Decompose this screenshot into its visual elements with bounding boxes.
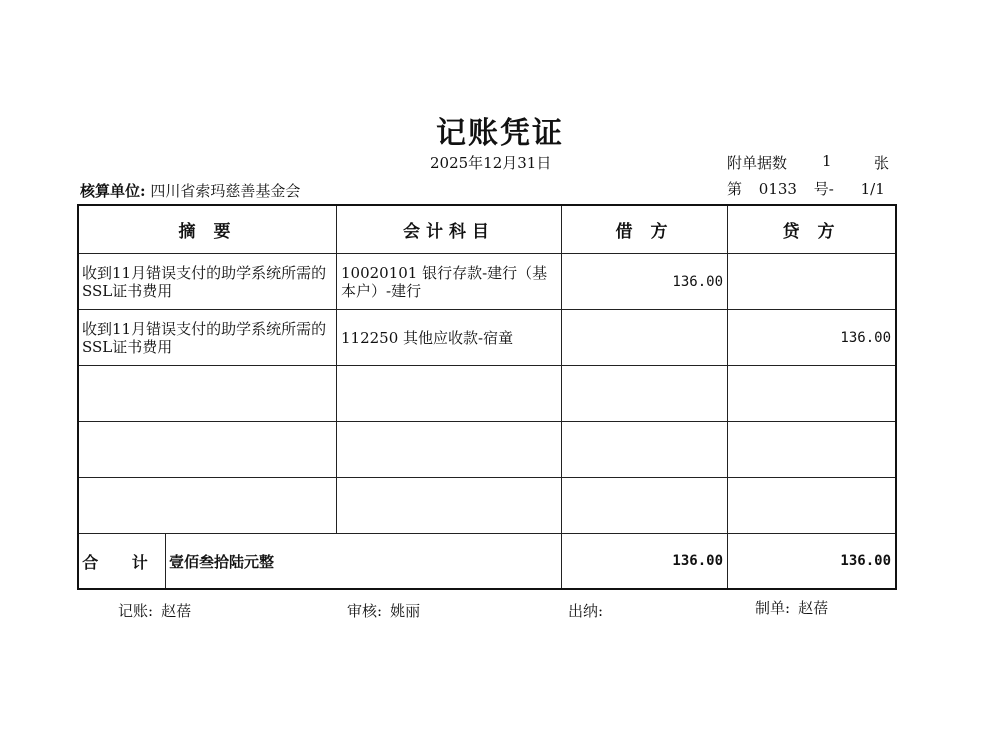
entry-debit: 136.00 xyxy=(562,254,728,310)
total-cell xyxy=(78,534,562,590)
entry-debit xyxy=(562,366,728,422)
voucher-number-value: 0133 xyxy=(758,180,797,198)
entry-account: 112250 其他应收款-宿童 xyxy=(337,310,562,366)
signature-preparer xyxy=(755,597,828,618)
attachments-count: 1 xyxy=(822,152,832,170)
total-row xyxy=(78,534,896,590)
entry-account xyxy=(337,366,562,422)
entry-account xyxy=(337,478,562,534)
entry-debit xyxy=(562,478,728,534)
attachments-label: 附单据数 xyxy=(727,154,788,172)
signature-cashier xyxy=(568,600,611,621)
column-debit: 借 方 xyxy=(562,205,728,254)
column-credit: 贷 方 xyxy=(728,205,897,254)
column-account: 会计科目 xyxy=(337,205,562,254)
attachments-info xyxy=(727,152,890,173)
table-row xyxy=(78,254,896,310)
preparer-label: 制单: xyxy=(755,599,791,617)
accounting-unit xyxy=(80,180,300,201)
bookkeeper-name: 赵蓓 xyxy=(161,602,192,620)
entry-account: 10020101 银行存款-建行（基本户）-建行 xyxy=(337,254,562,310)
voucher-number xyxy=(727,178,885,199)
entry-credit xyxy=(728,422,897,478)
entry-account xyxy=(337,422,562,478)
entry-debit xyxy=(562,310,728,366)
reviewer-name: 姚丽 xyxy=(390,602,421,620)
cashier-label: 出纳: xyxy=(568,602,604,620)
table-row xyxy=(78,478,896,534)
voucher-table xyxy=(77,204,897,590)
entry-summary xyxy=(78,478,337,534)
voucher-title: 记账凭证 xyxy=(436,116,564,151)
column-summary: 摘 要 xyxy=(78,205,337,254)
preparer-name: 赵蓓 xyxy=(798,599,829,617)
entry-debit xyxy=(562,422,728,478)
entry-summary xyxy=(78,366,337,422)
entry-credit: 136.00 xyxy=(728,310,897,366)
total-amount-in-words: 壹佰叁拾陆元整 xyxy=(169,552,275,571)
table-row xyxy=(78,310,896,366)
table-header-row xyxy=(78,205,896,254)
entry-summary: 收到11月错误支付的助学系统所需的SSL证书费用 xyxy=(78,254,337,310)
total-label: 合 计 xyxy=(79,534,166,588)
voucher-number-suffix: 号- xyxy=(813,180,834,198)
accounting-unit-label: 核算单位: xyxy=(80,182,146,200)
signature-bookkeeper xyxy=(118,600,191,621)
table-row xyxy=(78,422,896,478)
bookkeeper-label: 记账: xyxy=(118,602,154,620)
total-debit: 136.00 xyxy=(562,534,728,590)
reviewer-label: 审核: xyxy=(347,602,383,620)
table-row xyxy=(78,366,896,422)
entry-credit xyxy=(728,254,897,310)
total-credit: 136.00 xyxy=(728,534,897,590)
voucher-date: 2025年12月31日 xyxy=(430,154,552,172)
entry-credit xyxy=(728,366,897,422)
entry-summary: 收到11月错误支付的助学系统所需的SSL证书费用 xyxy=(78,310,337,366)
accounting-unit-name: 四川省索玛慈善基金会 xyxy=(150,182,301,200)
voucher-page: 1/1 xyxy=(860,180,885,198)
entry-summary xyxy=(78,422,337,478)
entry-credit xyxy=(728,478,897,534)
voucher-number-prefix: 第 xyxy=(727,180,743,198)
signature-reviewer xyxy=(347,600,420,621)
attachments-unit: 张 xyxy=(874,154,890,172)
